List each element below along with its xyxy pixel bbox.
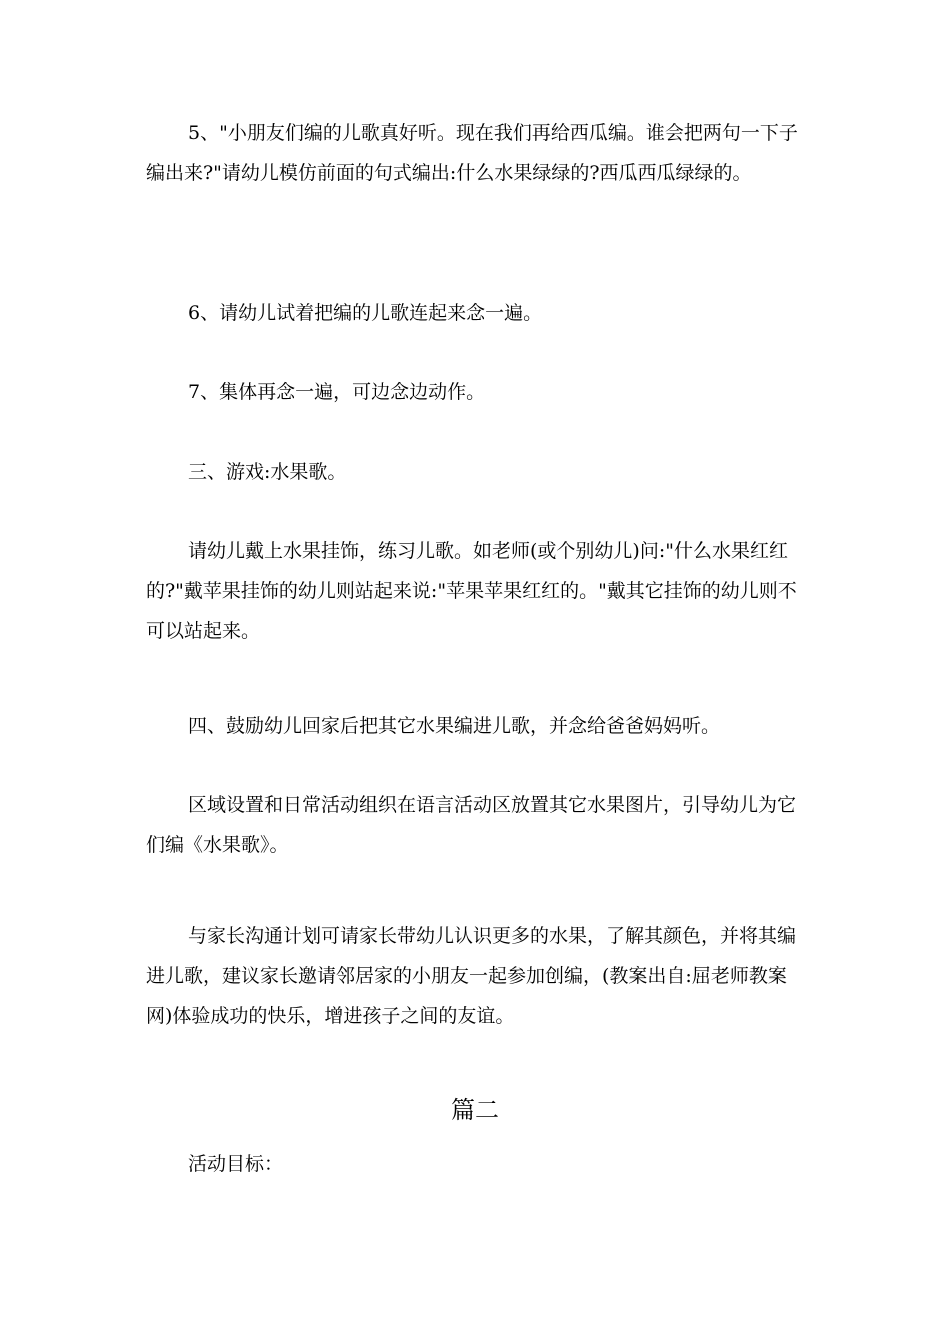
paragraph-step-7: 7、集体再念一遍，可边念边动作。 (188, 381, 486, 403)
paragraph-section-4: 四、鼓励幼儿回家后把其它水果编进儿歌，并念给爸爸妈妈听。 (188, 715, 721, 737)
paragraph-game-instructions: 请幼儿戴上水果挂饰，练习儿歌。如老师(或个别幼儿)问:"什么水果红红的?"戴苹果挂饰的幼儿则站起来说:"苹果苹果红红的。"戴其它挂饰的幼儿则不可以站起来。 (146, 540, 797, 642)
paragraph-area-setup: 区域设置和日常活动组织在语言活动区放置其它水果图片，引导幼儿为它们编《水果歌》。 (146, 794, 797, 856)
section-heading: 篇二 (451, 1096, 499, 1124)
paragraph-section-3: 三、游戏:水果歌。 (188, 461, 347, 483)
paragraph-activity-goals: 活动目标： (188, 1153, 284, 1175)
paragraph-step-6: 6、请幼儿试着把编的儿歌连起来念一遍。 (188, 302, 543, 324)
paragraph-parent-communication: 与家长沟通计划可请家长带幼儿认识更多的水果，了解其颜色，并将其编进儿歌，建议家长邀请邻居家的小朋友一起参加创编，(教案出自:屈老师教案网)体验成功的快乐，增进孩子之间的友谊。 (146, 925, 797, 1027)
paragraph-step-5: 5、"小朋友们编的儿歌真好听。现在我们再给西瓜编。谁会把两句一下子编出来?"请幼儿模仿前面的句式编出:什么水果绿绿的?西瓜西瓜绿绿的。 (146, 122, 798, 184)
